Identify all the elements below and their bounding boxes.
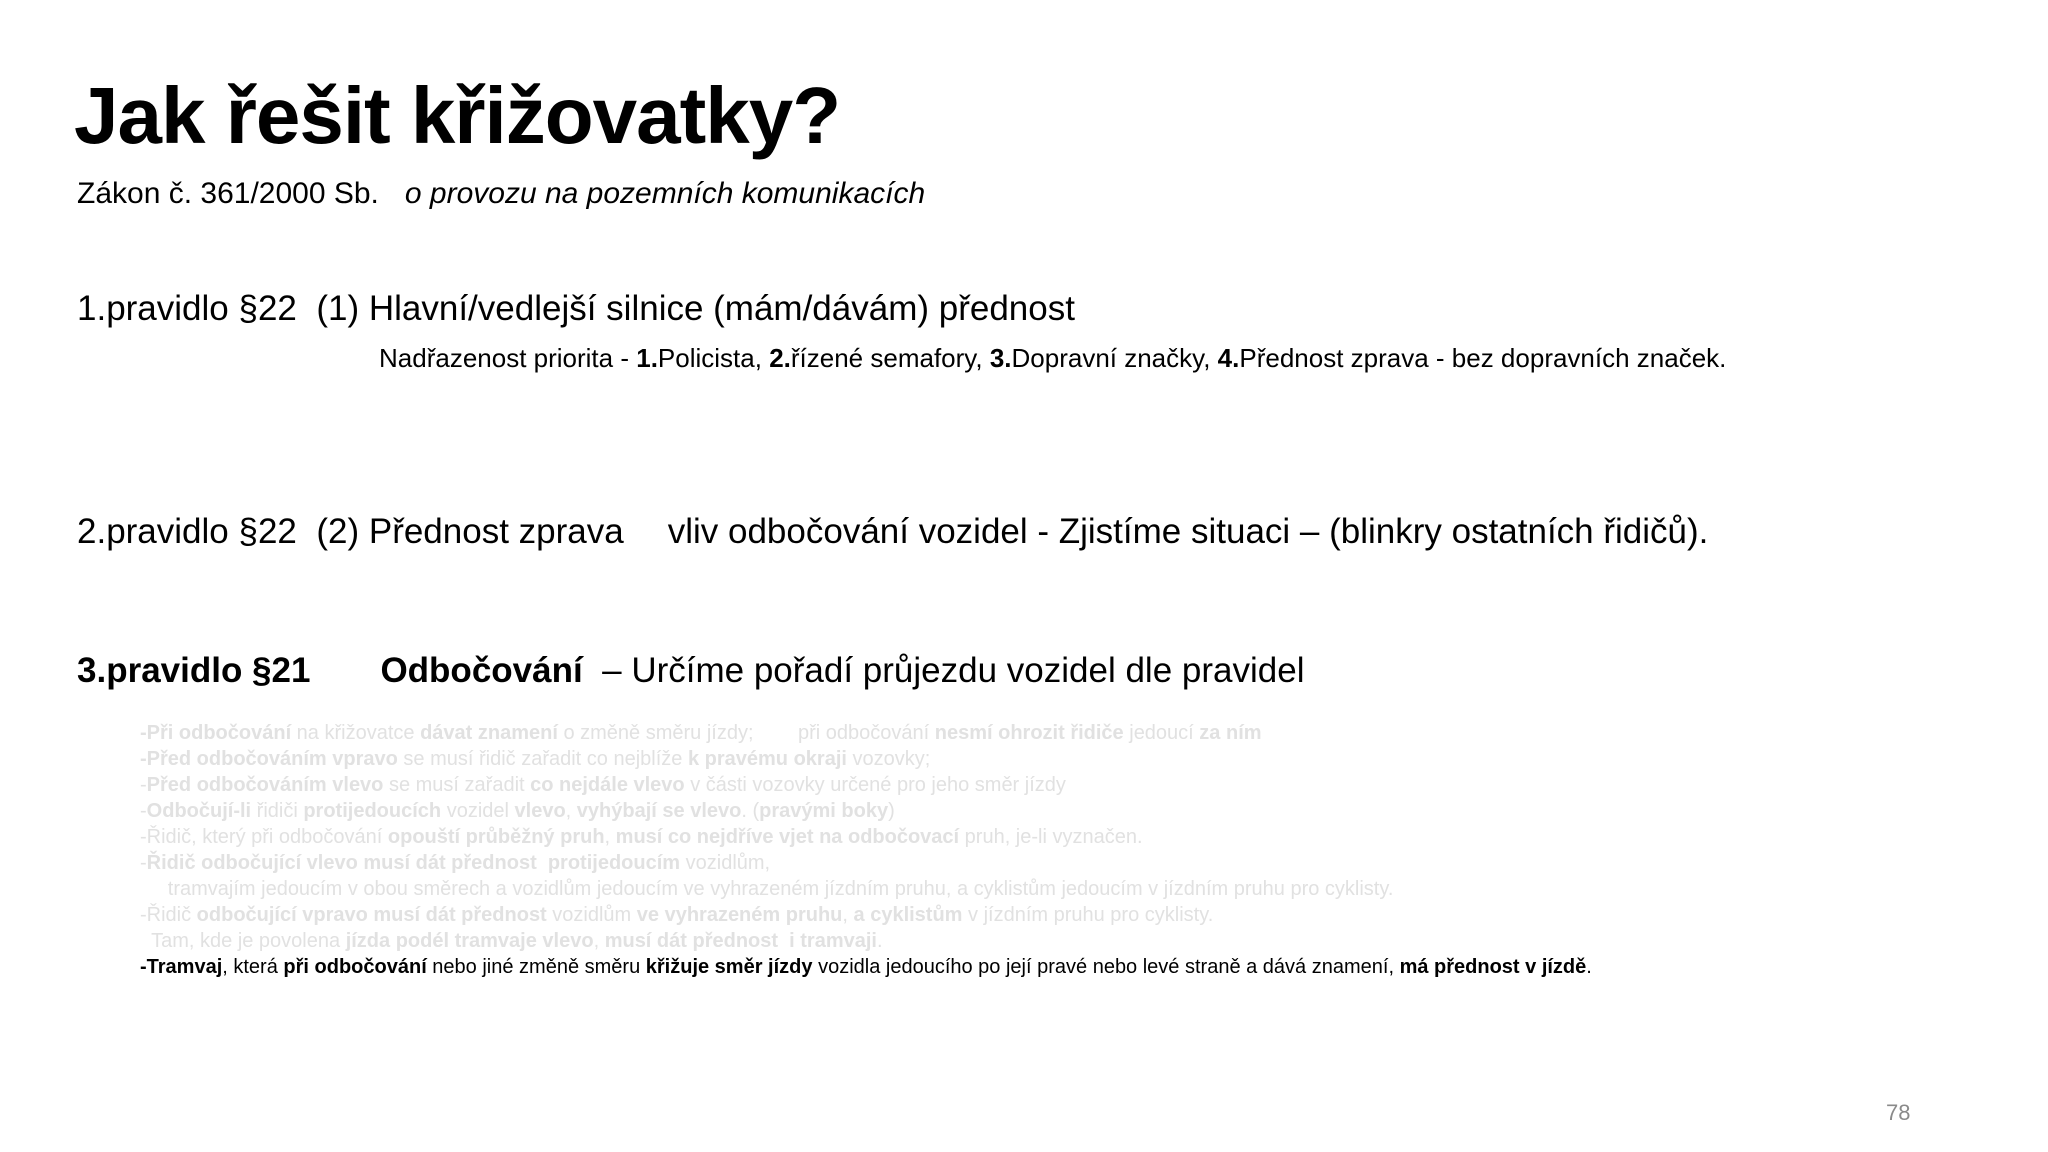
turning-rule-line (140, 798, 1592, 824)
law-number: Zákon č. 361/2000 Sb. (77, 177, 379, 210)
turning-rules-list (140, 720, 1592, 980)
rule-text: , (593, 930, 605, 952)
rule-text: v části vozovky určené pro jeho směr jízdy (684, 774, 1066, 796)
turning-rule-line (140, 954, 1592, 980)
rule-text: pruh, je-li vyznačen. (959, 826, 1143, 848)
page-number: 78 (1886, 1100, 1911, 1125)
rule-emphasis: odbočující vpravo musí dát přednost (196, 904, 547, 926)
rule-text: , (565, 800, 577, 822)
rule-text: , (604, 826, 616, 848)
rule-text: nebo jiné změně směru (426, 956, 646, 978)
priority-item: Policista, (657, 343, 770, 373)
rule-2-detail: vliv odbočování vozidel - Zjistíme situaci – (blinkry ostatních řidičů). (667, 512, 1709, 551)
rule-text: Tam, kde je povolena (140, 930, 346, 952)
rule-emphasis: -Před odbočováním vpravo (140, 748, 398, 770)
rule-1-label: 1.pravidlo §22 (77, 289, 297, 328)
turning-rule-line (140, 720, 1592, 746)
rule-3-label: 3.pravidlo §21 (77, 651, 311, 690)
rule-emphasis: musí dát přednost i tramvaji (604, 930, 877, 952)
rule-text: -Řidič, který při odbočování (140, 826, 388, 848)
rule-emphasis: Před odbočováním vlevo (146, 774, 384, 796)
priority-number: 1. (636, 343, 658, 373)
rule-3-text: – Určíme pořadí průjezdu vozidel dle pravidel (602, 651, 1305, 690)
rule-1 (77, 288, 1075, 330)
rule-2-text: (2) Přednost zprava (316, 512, 624, 551)
rule-emphasis: nesmí ohrozit řidiče (934, 722, 1124, 744)
rule-1-priority-note (379, 343, 1726, 374)
rule-text: se musí zařadit (383, 774, 531, 796)
rule-text: ) (888, 800, 895, 822)
rule-text: - (140, 800, 147, 822)
rule-emphasis: vlevo (514, 800, 566, 822)
rule-text: vozidel (441, 800, 515, 822)
rule-emphasis: musí co nejdříve vjet na odbočovací (615, 826, 960, 848)
priority-number: 2. (769, 343, 791, 373)
rule-emphasis: při odbočování (283, 956, 427, 978)
rule-text: tramvajím jedoucím v obou směrech a vozidlům jedoucím ve vyhrazeném jízdním pruhu, a cyklistům jedoucím v jízdním pruhu pro cyklisty. (140, 878, 1394, 900)
rule-emphasis: ve vyhrazeném pruhu (636, 904, 843, 926)
rule-text: se musí řidič zařadit co nejblíže (397, 748, 688, 770)
rule-text: vozidlům, (680, 852, 771, 874)
rule-emphasis: opouští průběžný pruh (387, 826, 605, 848)
rule-text: , (842, 904, 854, 926)
rule-text: v jízdním pruhu pro cyklisty. (962, 904, 1214, 926)
priority-number: 4. (1217, 343, 1240, 373)
rule-text: o změně směru jízdy; při odbočování (557, 722, 935, 744)
slide-title: Jak řešit křižovatky? (74, 71, 841, 160)
rule-text: . (876, 930, 883, 952)
rule-3 (77, 650, 1304, 692)
rule-emphasis: Odbočují-li (146, 800, 252, 822)
rule-text: -Řidič (140, 904, 197, 926)
priority-intro: Nadřazenost priorita - (379, 343, 637, 373)
rule-emphasis: křižuje směr jízdy (645, 956, 813, 978)
rule-2 (77, 511, 1708, 553)
turning-rule-line (140, 928, 1592, 954)
turning-rule-line (140, 824, 1592, 850)
priority-number: 3. (989, 343, 1012, 373)
turning-rule-line (140, 876, 1592, 902)
rule-emphasis: dávat znamení (420, 722, 558, 744)
rule-text: - (140, 852, 147, 874)
rule-text: řidiči (251, 800, 304, 822)
turning-rule-line (140, 746, 1592, 772)
rule-emphasis: k pravému okraji (687, 748, 847, 770)
turning-rule-line (140, 902, 1592, 928)
rule-emphasis: co nejdále vlevo (530, 774, 685, 796)
rule-text: vozovky; (846, 748, 931, 770)
rule-text: . (1586, 956, 1592, 978)
priority-item: řízené semafory, (790, 343, 990, 373)
rule-text: vozidlům (546, 904, 637, 926)
rule-1-text: (1) Hlavní/vedlejší silnice (mám/dávám) přednost (316, 289, 1075, 328)
rule-emphasis: vyhýbají se vlevo (576, 800, 742, 822)
rule-emphasis: za ním (1199, 722, 1262, 744)
priority-item: Přednost zprava - bez dopravních značek. (1239, 343, 1727, 373)
rule-text: jedoucí (1123, 722, 1200, 744)
rule-emphasis: a cyklistům (853, 904, 963, 926)
rule-text: vozidla jedoucího po její pravé nebo levé straně a dává znamení, (812, 956, 1400, 978)
rule-2-label: 2.pravidlo §22 (77, 512, 297, 551)
rule-text: - (140, 774, 147, 796)
rule-text: na křižovatce (291, 722, 421, 744)
rule-emphasis: pravými boky (759, 800, 889, 822)
rule-3-topic: Odbočování (380, 651, 583, 690)
rule-emphasis: protijedoucích (303, 800, 442, 822)
priority-item: Dopravní značky, (1011, 343, 1218, 373)
rule-text: . ( (741, 800, 760, 822)
turning-rule-line (140, 850, 1592, 876)
rule-emphasis: jízda podél tramvaje vlevo (345, 930, 594, 952)
law-reference (77, 176, 925, 212)
rule-emphasis: má přednost v jízdě (1399, 956, 1587, 978)
rule-text: , která (222, 956, 284, 978)
rule-emphasis: Řidič odbočující vlevo musí dát přednost protijedoucím (146, 852, 681, 874)
law-subtitle: o provozu na pozemních komunikacích (404, 177, 926, 210)
rule-emphasis: -Při odbočování (140, 722, 292, 744)
turning-rule-line (140, 772, 1592, 798)
rule-emphasis: -Tramvaj (140, 956, 223, 978)
